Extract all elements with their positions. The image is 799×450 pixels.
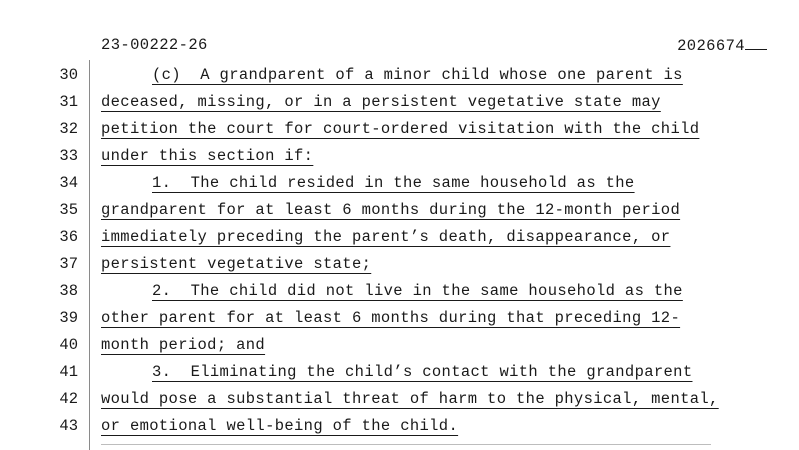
bill-line (0, 279, 799, 306)
document-number-blank (745, 36, 767, 50)
line-text: immediately preceding the parent’s death, disappearance, or (101, 228, 671, 246)
bill-line (0, 63, 799, 90)
bill-line (0, 117, 799, 144)
line-number: 34 (59, 174, 78, 192)
line-text: persistent vegetative state; (101, 255, 372, 273)
line-text: would pose a substantial threat of harm to the physical, mental, (101, 390, 719, 408)
line-number: 30 (59, 66, 78, 84)
bill-text-lines (0, 63, 799, 441)
bill-line (0, 198, 799, 225)
line-number: 41 (59, 363, 78, 381)
line-text: grandparent for at least 6 months during the 12-month period (101, 201, 681, 219)
bill-line (0, 90, 799, 117)
line-text: deceased, missing, or in a persistent vegetative state may (101, 93, 661, 111)
line-number: 42 (59, 390, 78, 408)
document-number-text: 2026674 (677, 37, 745, 55)
line-text: under this section if: (101, 147, 314, 165)
line-text: month period; and (101, 336, 266, 354)
line-text: 3. Eliminating the child’s contact with the grandparent (152, 363, 693, 381)
line-number: 40 (59, 336, 78, 354)
bill-line (0, 414, 799, 441)
page-header (0, 36, 799, 60)
bill-line (0, 387, 799, 414)
line-number: 33 (59, 147, 78, 165)
line-text: 1. The child resided in the same household as the (152, 174, 635, 192)
line-number: 36 (59, 228, 78, 246)
line-text: petition the court for court-ordered visitation with the child (101, 120, 700, 138)
bill-id: 23-00222-26 (101, 36, 208, 54)
bill-line (0, 360, 799, 387)
line-text: (c) A grandparent of a minor child whose one parent is (152, 66, 683, 84)
line-number: 43 (59, 417, 78, 435)
bill-line (0, 171, 799, 198)
next-line-cutoff (0, 440, 799, 450)
line-number: 37 (59, 255, 78, 273)
cutoff-underline (101, 444, 711, 449)
line-number: 35 (59, 201, 78, 219)
bill-line (0, 306, 799, 333)
line-number: 31 (59, 93, 78, 111)
bill-line (0, 333, 799, 360)
line-number: 38 (59, 282, 78, 300)
line-number: 32 (59, 120, 78, 138)
bill-line (0, 144, 799, 171)
bill-line (0, 225, 799, 252)
line-text: other parent for at least 6 months during that preceding 12- (101, 309, 681, 327)
line-text: or emotional well-being of the child. (101, 417, 459, 435)
document-number (677, 36, 767, 55)
line-number: 39 (59, 309, 78, 327)
bill-line (0, 252, 799, 279)
line-text: 2. The child did not live in the same household as the (152, 282, 683, 300)
